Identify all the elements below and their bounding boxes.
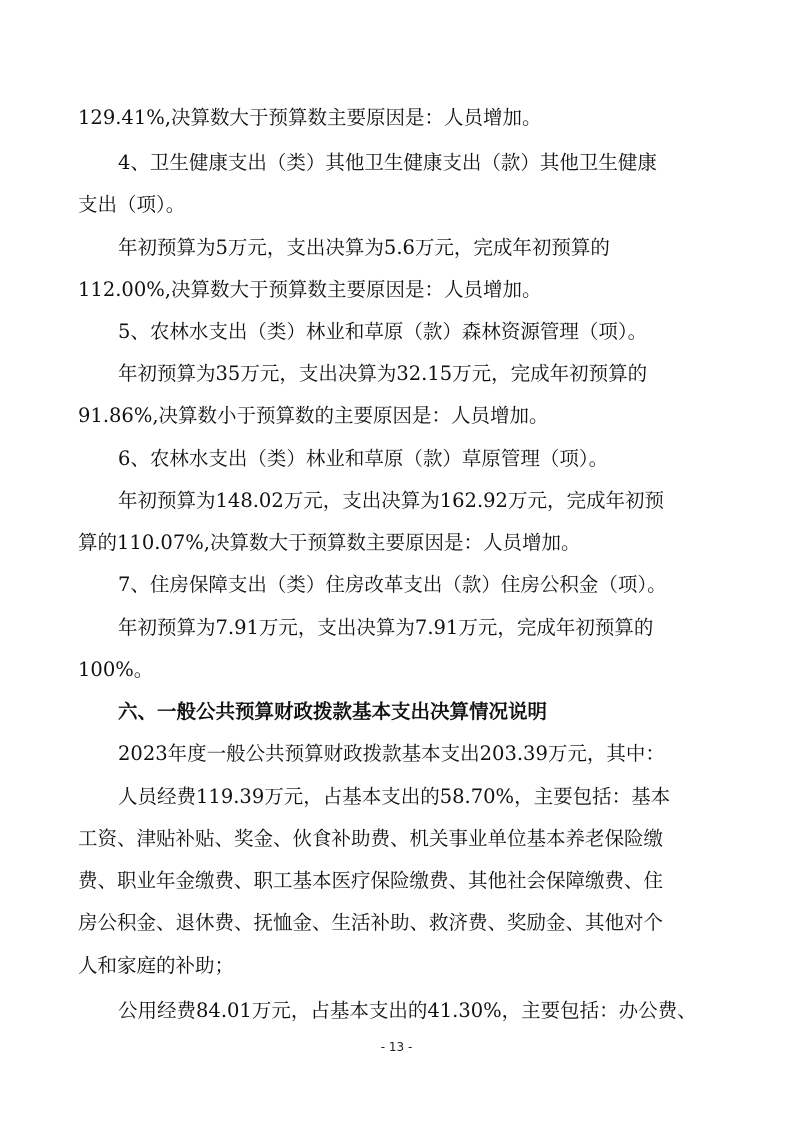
text-line: 房公积金、退休费、抚恤金、生活补助、救济费、奖励金、其他对个 bbox=[78, 911, 664, 934]
text-line: 年初预算为7.91万元，支出决算为7.91万元，完成年初预算的 bbox=[118, 616, 654, 639]
text-line: 112.00%,决算数大于预算数主要原因是：人员增加。 bbox=[78, 278, 542, 301]
text-line: 91.86%,决算数小于预算数的主要原因是：人员增加。 bbox=[78, 404, 549, 427]
section-heading: 六、一般公共预算财政拨款基本支出决算情况说明 bbox=[118, 700, 548, 723]
page-number: - 13 - bbox=[380, 1040, 413, 1054]
text-line: 人员经费119.39万元，占基本支出的58.70%，主要包括：基本 bbox=[118, 785, 671, 808]
text-line: 2023年度一般公共预算财政拨款基本支出203.39万元，其中： bbox=[118, 742, 665, 765]
text-line: 5、农林水支出（类）林业和草原（款）森林资源管理（项）。 bbox=[118, 320, 648, 343]
text-line: 年初预算为148.02万元，支出决算为162.92万元，完成年初预 bbox=[118, 489, 664, 512]
text-line: 工资、津贴补贴、奖金、伙食补助费、机关事业单位基本养老保险缴 bbox=[78, 827, 664, 850]
text-line: 100%。 bbox=[78, 658, 154, 681]
text-line: 7、住房保障支出（类）住房改革支出（款）住房公积金（项）。 bbox=[118, 573, 667, 596]
text-line: 支出（项）。 bbox=[78, 193, 186, 216]
text-line: 公用经费84.01万元，占基本支出的41.30%，主要包括：办公费、 bbox=[118, 999, 697, 1022]
text-line: 人和家庭的补助； bbox=[78, 954, 235, 977]
text-line: 算的110.07%,决算数大于预算数主要原因是：人员增加。 bbox=[78, 531, 581, 554]
text-line: 129.41%,决算数大于预算数主要原因是：人员增加。 bbox=[78, 106, 542, 129]
text-line: 6、农林水支出（类）林业和草原（款）草原管理（项）。 bbox=[118, 447, 609, 470]
text-line: 4、卫生健康支出（类）其他卫生健康支出（款）其他卫生健康 bbox=[118, 151, 657, 174]
text-line: 年初预算为35万元，支出决算为32.15万元，完成年初预算的 bbox=[118, 362, 648, 385]
text-line: 年初预算为5万元，支出决算为5.6万元，完成年初预算的 bbox=[118, 236, 610, 259]
text-line: 费、职业年金缴费、职工基本医疗保险缴费、其他社会保障缴费、住 bbox=[78, 869, 664, 892]
